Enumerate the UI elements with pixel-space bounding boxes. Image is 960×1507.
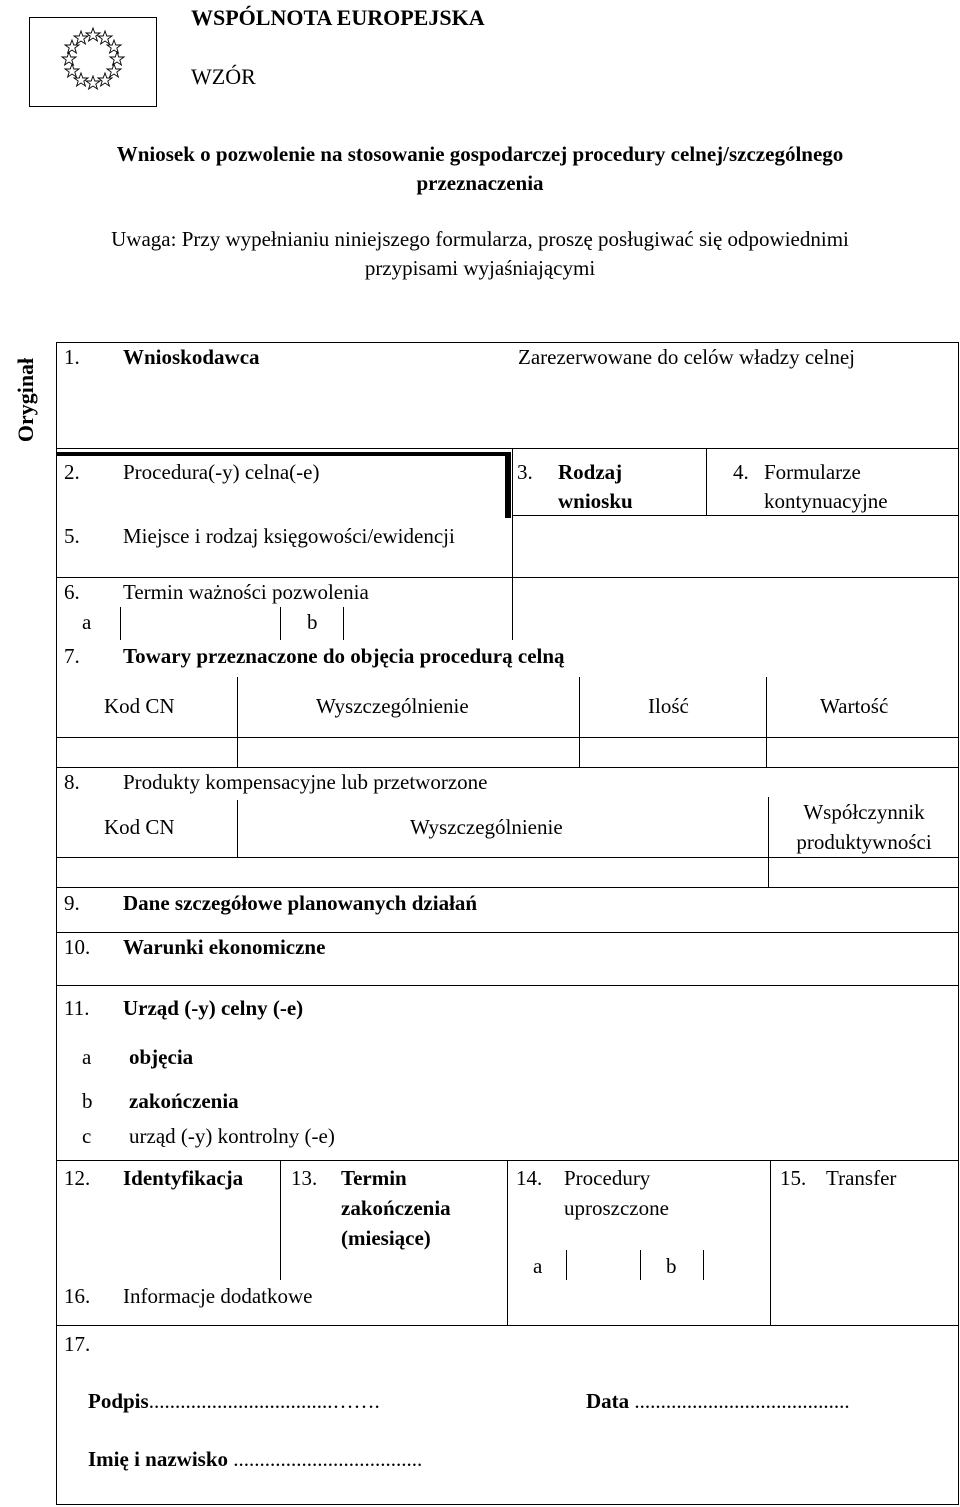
specimen-label: WZÓR — [191, 64, 256, 89]
box13-period-line1: Termin — [341, 1166, 407, 1190]
date-dots: ......................................... — [629, 1389, 850, 1413]
box4-number: 4. — [733, 460, 749, 484]
box7-goods-label: Towary przeznaczone do objęcia procedurą celną — [123, 644, 565, 668]
star-icon — [62, 52, 76, 65]
box7-col-description: Wyszczególnienie — [316, 694, 469, 718]
star-icon — [110, 52, 124, 65]
eu-flag-logo — [29, 17, 157, 107]
star-icon — [65, 64, 79, 77]
box12-number: 12. — [64, 1166, 91, 1190]
box1-number: 1. — [64, 345, 80, 369]
date-line — [586, 1387, 850, 1416]
box11-letter-b: b — [82, 1089, 93, 1113]
star-icon — [107, 64, 121, 77]
box15-number: 15. — [780, 1166, 807, 1190]
box10-number: 10. — [64, 935, 91, 959]
box14-sub-a: a — [533, 1254, 543, 1278]
box7-col-quantity: Ilość — [648, 694, 689, 718]
box5-number: 5. — [64, 524, 80, 548]
box12-identification-label: Identyfikacja — [123, 1166, 244, 1190]
box2-number: 2. — [64, 460, 80, 484]
name-label: Imię i nazwisko — [88, 1447, 229, 1471]
form-title-line1: Wniosek o pozwolenie na stosowanie gospodarczej procedury celnej/szczególnego — [116, 142, 844, 166]
box16-additional-info-label: Informacje dodatkowe — [123, 1284, 313, 1308]
box7-col-value: Wartość — [820, 694, 889, 718]
box6-number: 6. — [64, 580, 80, 604]
form-title-line2: przeznaczenia — [416, 171, 544, 195]
box11-discharge-office: zakończenia — [129, 1089, 239, 1113]
box15-transfer-label: Transfer — [826, 1166, 897, 1190]
box11-number: 11. — [64, 996, 90, 1020]
box4-continuation-line2: kontynuacyjne — [764, 489, 888, 513]
box8-number: 8. — [64, 770, 80, 794]
box11-letter-a: a — [82, 1045, 92, 1069]
star-circle-icon — [30, 18, 156, 106]
box8-col-cn-code: Kod CN — [104, 815, 175, 839]
box14-number: 14. — [516, 1166, 543, 1190]
date-label: Data — [586, 1389, 630, 1413]
name-line — [88, 1445, 422, 1474]
box6-validity-label: Termin ważności pozwolenia — [123, 580, 369, 604]
box4-continuation-line1: Formularze — [764, 460, 861, 484]
box14-sub-b: b — [666, 1254, 677, 1278]
box7-number: 7. — [64, 644, 80, 668]
box1-applicant-label: Wnioskodawca — [123, 345, 260, 369]
box8-coef-line2: produktywności — [796, 830, 932, 854]
box17-number: 17. — [64, 1332, 91, 1356]
box3-number: 3. — [517, 460, 533, 484]
box13-number: 13. — [291, 1166, 318, 1190]
box3-type-label-line1: Rodzaj — [558, 460, 623, 484]
box9-number: 9. — [64, 891, 80, 915]
procedure-thick-frame — [505, 452, 511, 518]
box3-type-label-line2: wniosku — [558, 489, 633, 513]
box14-simplified-line1: Procedury — [564, 1166, 651, 1190]
note-line1: Uwaga: Przy wypełnianiu niniejszego formularza, proszę posługiwać się odpowiednimi — [111, 227, 849, 251]
box11-office-label: Urząd (-y) celny (-e) — [123, 996, 304, 1020]
box5-accounting-label: Miejsce i rodzaj księgowości/ewidencji — [123, 524, 455, 548]
community-heading: WSPÓLNOTA EUROPEJSKA — [191, 5, 485, 30]
box9-operations-label: Dane szczegółowe planowanych działań — [123, 891, 478, 915]
box8-col-description: Wyszczególnienie — [410, 815, 563, 839]
box7-col-cn-code: Kod CN — [104, 694, 175, 718]
box10-economic-label: Warunki ekonomiczne — [123, 935, 326, 959]
box2-procedure-label: Procedura(-y) celna(-e) — [123, 460, 320, 484]
star-icon — [86, 28, 100, 41]
box11-entry-office: objęcia — [129, 1045, 194, 1069]
original-side-label: Oryginał — [13, 357, 38, 443]
box1-reserved-label: Zarezerwowane do celów władzy celnej — [518, 345, 855, 369]
name-dots: .................................... — [228, 1447, 423, 1471]
signature-dots: ...................................……. — [148, 1389, 380, 1413]
box6-sub-b: b — [307, 610, 318, 634]
note-line2: przypisami wyjaśniającymi — [364, 256, 596, 280]
box8-products-label: Produkty kompensacyjne lub przetworzone — [123, 770, 488, 794]
signature-label: Podpis — [88, 1389, 149, 1413]
box14-simplified-line2: uproszczone — [564, 1196, 669, 1220]
box11-supervising-office: urząd (-y) kontrolny (-e) — [129, 1124, 335, 1148]
box13-period-line3: (miesiące) — [341, 1226, 431, 1250]
box16-number: 16. — [64, 1284, 91, 1308]
box8-coef-line1: Współczynnik — [803, 800, 925, 824]
signature-line — [88, 1387, 380, 1416]
box13-period-line2: zakończenia — [341, 1196, 451, 1220]
box6-sub-a: a — [82, 610, 92, 634]
box11-letter-c: c — [82, 1124, 92, 1148]
